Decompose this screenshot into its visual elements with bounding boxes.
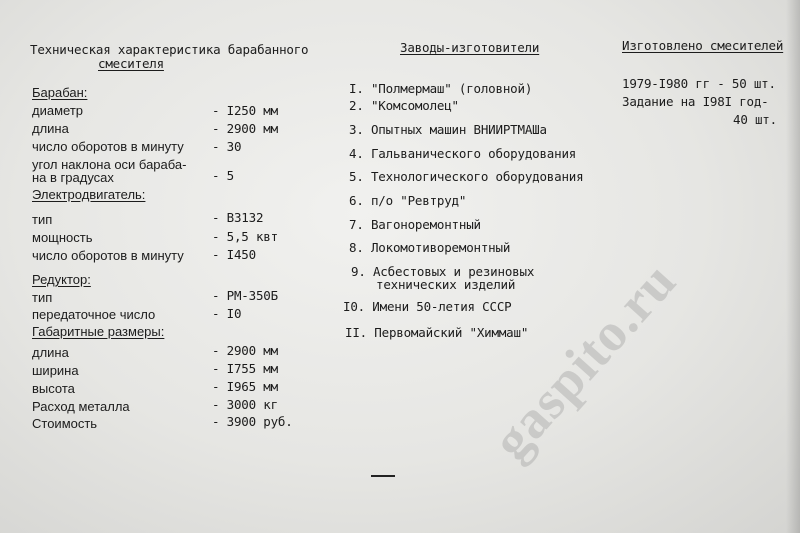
reducer-value-type: - РМ-350Б (212, 288, 278, 303)
dims-label-width: ширина (32, 363, 79, 378)
dims-value-width: - I755 мм (212, 361, 278, 376)
spec-title-line1: Техническая характеристика барабанного (30, 42, 309, 57)
factory-item-10: I0. Имени 50-летия СССР (343, 299, 512, 314)
drum-label-length: длина (32, 121, 69, 136)
produced-line-2: Задание на I98I год- (622, 94, 769, 109)
page-edge-shadow (786, 0, 800, 533)
reducer-label-ratio: передаточное число (32, 307, 156, 322)
bottom-dash (371, 475, 395, 477)
dims-value-cost: - 3900 руб. (212, 414, 293, 429)
drum-value-rpm: - 30 (212, 139, 242, 154)
dims-value-metal: - 3000 кг (212, 397, 278, 412)
produced-line-3: 40 шт. (733, 112, 777, 127)
drum-heading: Барабан: (32, 85, 88, 100)
factory-item-11: II. Первомайский "Химмаш" (345, 325, 529, 340)
factory-item-6: 6. п/о "Ревтруд" (349, 193, 467, 208)
motor-heading: Электродвигатель: (32, 187, 146, 202)
factory-item-8: 8. Локомотиворемонтный (349, 240, 511, 255)
motor-label-power: мощность (32, 230, 93, 245)
reducer-value-ratio: - I0 (212, 306, 242, 321)
factory-item-3: 3. Опытных машин ВНИИРТМАШа (349, 122, 547, 137)
dims-label-cost: Стоимость (32, 416, 98, 431)
motor-value-type: - В3132 (212, 210, 264, 225)
factory-item-2: 2. "Комсомолец" (349, 98, 459, 113)
drum-label-angle: угол наклона оси бараба- (32, 157, 187, 172)
factory-item-9-cont: технических изделий (376, 277, 516, 292)
dims-heading: Габаритные размеры: (32, 324, 165, 339)
motor-value-power: - 5,5 квт (212, 229, 278, 244)
reducer-heading: Редуктор: (32, 272, 91, 287)
factories-heading: Заводы-изготовители (400, 40, 540, 55)
watermark: gaspito.ru (480, 250, 688, 471)
factory-item-5: 5. Технологического оборудования (349, 169, 584, 184)
dims-label-height: высота (32, 381, 75, 396)
spec-title-line2: смесителя (98, 56, 164, 71)
factory-item-1: I. "Полмермаш" (головной) (349, 81, 533, 96)
dims-label-metal: Расход металла (32, 399, 130, 414)
drum-value-angle: - 5 (212, 168, 234, 183)
motor-label-rpm: число оборотов в минуту (32, 248, 184, 263)
dims-value-height: - I965 мм (212, 379, 278, 394)
motor-value-rpm: - I450 (212, 247, 256, 262)
factory-item-9: 9. Асбестовых и резиновых (351, 264, 535, 279)
dims-value-length: - 2900 мм (212, 343, 278, 358)
produced-line-1: 1979-I980 гг - 50 шт. (622, 76, 776, 91)
motor-label-type: тип (32, 212, 53, 227)
factory-item-4: 4. Гальванического оборудования (349, 146, 577, 161)
reducer-label-type: тип (32, 290, 53, 305)
drum-value-diameter: - I250 мм (212, 103, 278, 118)
produced-heading: Изготовлено смесителей (622, 38, 784, 53)
drum-label-angle-cont: на в градусах (32, 170, 114, 185)
drum-label-diameter: диаметр (32, 103, 83, 118)
dims-label-length: длина (32, 345, 69, 360)
drum-value-length: - 2900 мм (212, 121, 278, 136)
drum-label-rpm: число оборотов в минуту (32, 139, 184, 154)
factory-item-7: 7. Вагоноремонтный (349, 217, 481, 232)
